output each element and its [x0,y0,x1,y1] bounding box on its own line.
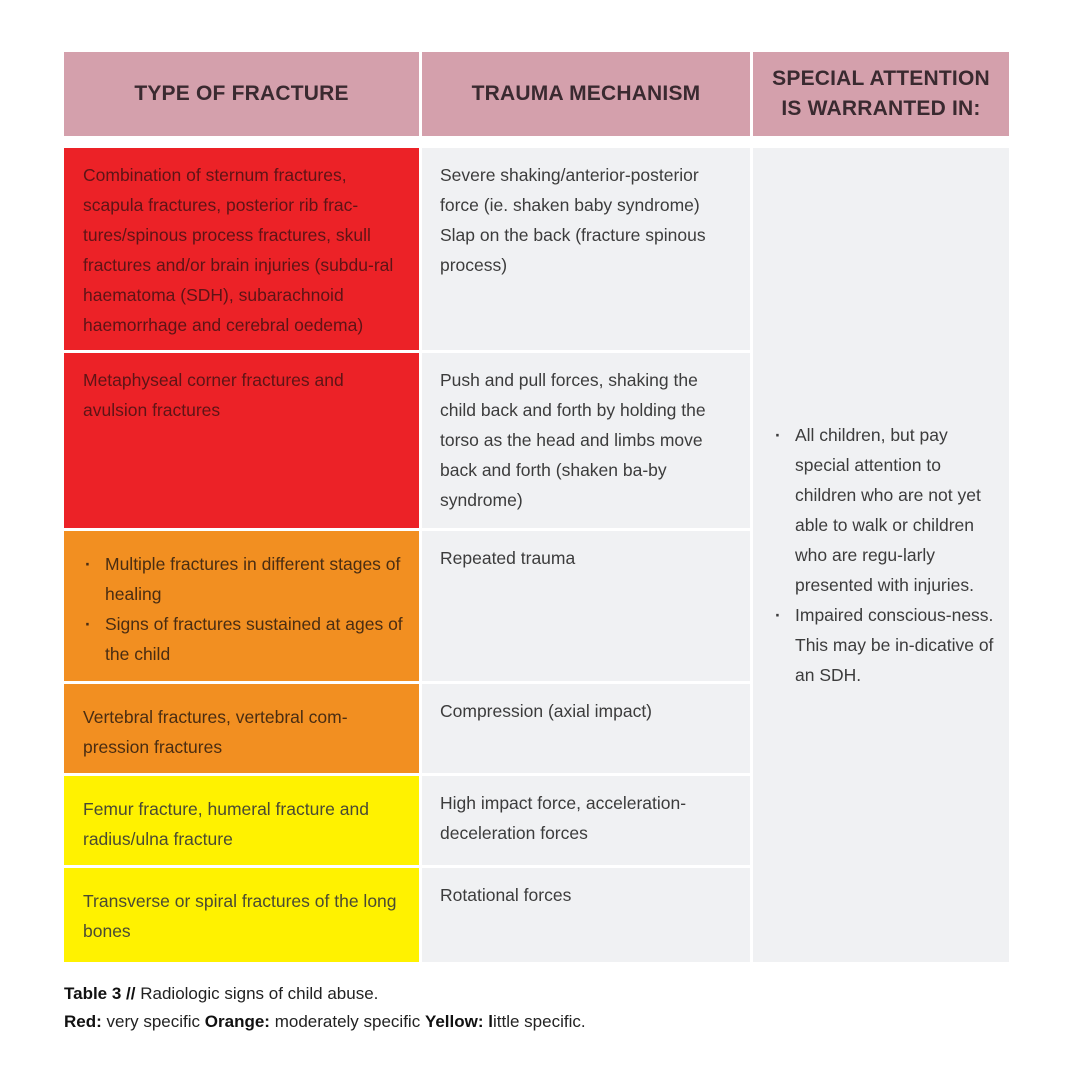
fracture-cell-row-5: Femur fracture, humeral fracture and radius/ulna fracture [64,776,419,865]
fracture-cell-row-3 [64,531,419,681]
mechanism-cell-row-6: Rotational forces [422,868,750,962]
mechanism-cell-row-1: Severe shaking/anterior-posterior force (ie. shaken baby syndrome) Slap on the back (fracture spinous process) [422,148,750,350]
mechanism-cell-row-2: Push and pull forces, shaking the child back and forth by holding the torso as the head and limbs move back and forth (shaken ba-by syndrome) [422,353,750,528]
list-item: · Impaired conscious-ness. This may be in-dicative of an SDH. [773,600,999,690]
fracture-table [64,52,1009,962]
fracture-cell-row-6: Transverse or spiral fractures of the long bones [64,868,419,962]
legend-orange-label: Orange: [204,1012,270,1031]
list-item: · Signs of fractures sustained at ages of the child [83,609,405,669]
mechanism-cell-row-4: Compression (axial impact) [422,684,750,773]
special-attention-cell [753,148,1009,962]
header-special-attention: SPECIAL ATTENTION IS WARRANTED IN: [753,52,1009,136]
mechanism-cell-row-3: Repeated trauma [422,531,750,681]
fracture-cell-row-4: Vertebral fractures, vertebral com-pression fractures [64,684,419,773]
fracture-bullet-list [83,549,405,669]
special-attention-list [773,420,999,690]
fracture-cell-row-2: Metaphyseal corner fractures and avulsion fractures [64,353,419,528]
legend-yellow-label: Yellow: [424,1012,484,1031]
legend-red-label: Red: [64,1012,102,1031]
table-caption [64,980,1014,1036]
list-item: · Multiple fractures in different stages of healing [83,549,405,609]
fracture-cell-row-1: Combination of sternum fractures, scapula fractures, posterior rib frac-tures/spinous process fractures, skull fractures and/or brain injuries (subdu-ral haematoma (SDH), subarachnoid haemorrhage and cerebral oedema) [64,148,419,350]
caption-legend-line: Red: very specific Orange: moderately specific Yellow: little specific. [64,1012,586,1031]
header-trauma-mechanism: TRAUMA MECHANISM [422,52,750,136]
mechanism-cell-row-5: High impact force, acceleration-deceleration forces [422,776,750,865]
list-item: · All children, but pay special attention to children who are not yet able to walk or children who are regu-larly presented with injuries. [773,420,999,600]
header-type-of-fracture: TYPE OF FRACTURE [64,52,419,136]
caption-title-line: Table 3 // Radiologic signs of child abuse. [64,984,379,1003]
